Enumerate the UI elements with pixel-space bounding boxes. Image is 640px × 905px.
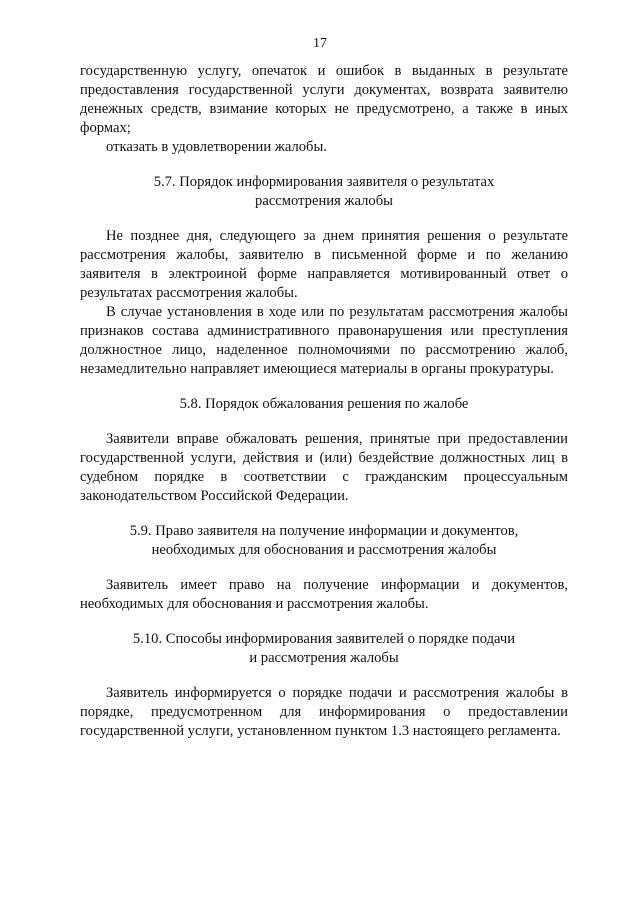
section-5-9-heading	[80, 522, 568, 560]
section-5-7-paragraph-1: Не позднее дня, следующего за днем принятия решения о результате рассмотрения жалобы, заявителю в письменной форме и по желанию заявителя в электроиной форме направляется мотивированный ответ о результатах рассмотрения жалобы.	[80, 228, 568, 301]
section-5-7-heading	[80, 173, 568, 211]
section-5-7-heading-line1: 5.7. Порядок информирования заявителя о результатах	[153, 174, 495, 190]
section-5-8-paragraph: Заявители вправе обжаловать решения, принятые при предоставлении государственной услуги, действия и (или) бездействие должностных лиц в судебном порядке в соответствии с гражданским процессуальным законодательством Российской Федерации.	[80, 431, 568, 504]
section-5-10-heading	[80, 630, 568, 668]
section-5-9-paragraph: Заявитель имеет право на получение информации и документов, необходимых для обоснования и рассмотрения жалобы.	[80, 577, 568, 612]
section-5-9-heading-line2: необходимых для обоснования и рассмотрения жалобы	[151, 542, 497, 558]
section-5-9-heading-line1: 5.9. Право заявителя на получение информации и документов,	[129, 523, 519, 539]
section-5-7-heading-line2: рассмотрения жалобы	[255, 193, 393, 209]
page-number: 17	[313, 36, 327, 51]
section-5-10-paragraph: Заявитель информируется о порядке подачи и рассмотрения жалобы в порядке, предусмотренном для информирования о предоставлении государственной услуги, установленном пунктом 1.3 настоящего регламента.	[80, 685, 568, 739]
section-5-8-heading-line: 5.8. Порядок обжалования решения по жалобе	[179, 396, 469, 412]
section-5-10-heading-line2: и рассмотрения жалобы	[249, 650, 399, 666]
document-body	[80, 62, 568, 741]
refusal-paragraph: отказать в удовлетворении жалобы.	[106, 139, 327, 155]
section-5-10-heading-line1: 5.10. Способы информирования заявителей о порядке подачи	[132, 631, 516, 647]
section-5-8-heading	[80, 395, 568, 414]
continuation-paragraph: государственную услугу, опечаток и ошибок в выданных в результате предоставления государственной услуги документах, возврата заявителю денежных средств, взимание которых не предусмотрено, а также в иных формах;	[80, 63, 568, 136]
section-5-7-paragraph-2: В случае установления в ходе или по результатам рассмотрения жалобы признаков состава административного правонарушения или преступления должностное лицо, наделенное полномочиями по рассмотрению жалоб, незамедлительно направляет имеющиеся материалы в органы прокуратуры.	[80, 304, 568, 377]
